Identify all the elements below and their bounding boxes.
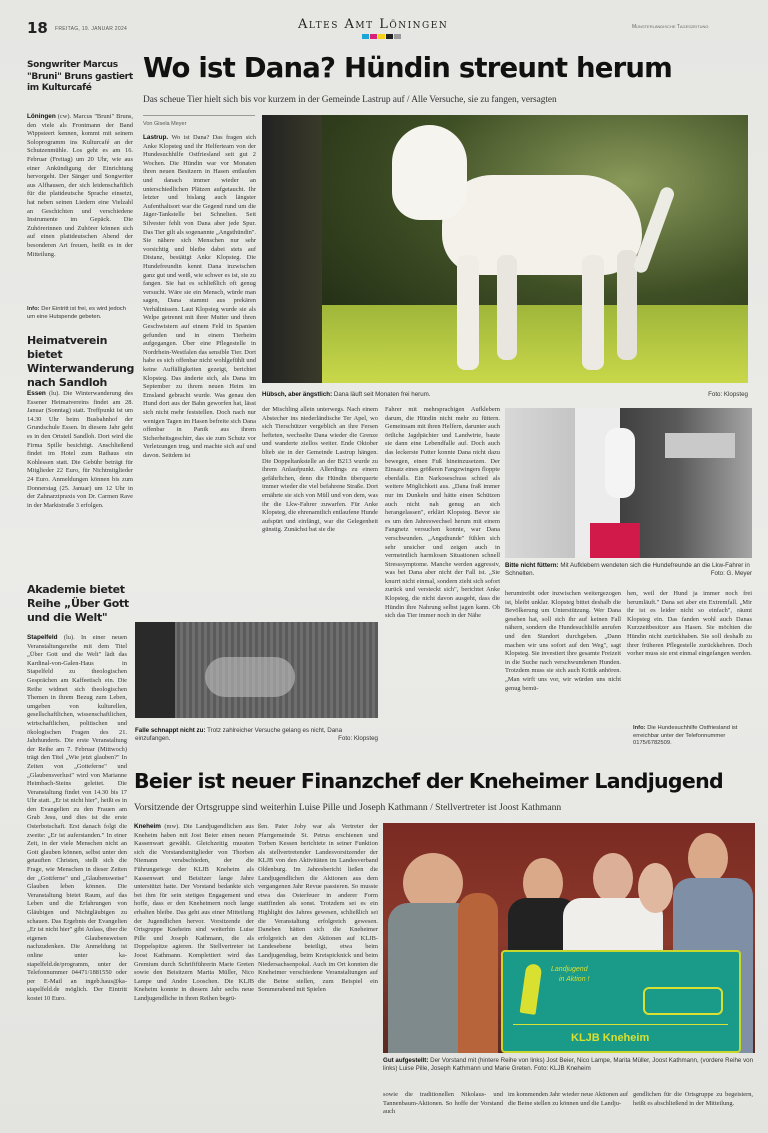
color-mark <box>362 34 369 39</box>
caption-lead: Gut aufgestellt: <box>383 1057 429 1064</box>
sidebar-info-songwriter <box>27 306 133 321</box>
caption-text: Mit Aufklebern wendeten sich die Hundefreunde an die Lkw-Fahrer in Schnelten. <box>505 562 750 577</box>
byline: Von Gisela Meyer <box>143 121 187 127</box>
info-label: Info: <box>633 725 646 731</box>
sidebar-headline-heimatverein: Heimatverein bietet Winterwanderung nach Sandloh <box>27 334 135 389</box>
article-text: gendlichen für die Ortsgruppe zu begeistern, heißt es abschließend in der Mitteilung. <box>633 1091 753 1107</box>
sign-figure-icon <box>520 963 543 1015</box>
group-photo <box>383 823 755 1053</box>
dog-photo-caption <box>262 391 748 399</box>
article-text: (lu). In einer neuen Veranstaltungsreihe mit dem Titel „Über Gott und die Welt" lädt das Kardinal-von-Galen-Haus in Stapelfeld zu theologischen Gesprächen am Kaffeetisch ein. Die Reihe widmet sich theologischen Themen in ihrem Bezug zum Leben, umgeben von kulturellen, gesellschaftlichen, wissenschaftlichen, wirtschaftlichen, politischen und ökologischen Fragen des 21. Jahrhunderts. Die erste Veranstaltung der Reihe am 7. Februar (Mittwoch) trägt den Titel „Wie jetzt glauben?" In Zeiten von „Gotteferne" und „Glaubensverlust" wird von Marianne Heimbach-Steins geleitet. Die Veranstaltung findet von 14.30 bis 17 Uhr statt. „Er ist nicht hier", heißt es in den Evangelien zu den Frauen am Grab Jesu, und dies ist die erste Osterbotschaft. Erst danach folgt die zweite: „Er ist auferstanden." In einer Zeit, in der viele Menschen nicht an Gott glauben können, selbst unter den getauften Christen, stellt sich die Frage, wie Menschen in dieser Zeiten der „Gottferne" und „Glaubensweise" Glauben leben können. Die Veranstaltung bietet Raum, auf das Leben und die Erfahrungen von Gläubigen und Nichtgläubigen zu schauen. Das Ergebnis der Evangelien „Er ist nicht hier" gibt Anlass, über die eigenen Glaubensweisen nachzudenken. Die Anmeldung ist online unter ka-stapelfeld.de/programm, unter der Telefonnummer 04471/1881550 oder per E-Mail an ingeb.haus@ka-stapelfeld.de möglich. Der Eintritt kostet 10 Euro. <box>27 634 127 1002</box>
page-number: 18 <box>27 19 48 37</box>
sign-text: in Aktion ! <box>559 976 590 983</box>
caption-text: Dana läuft seit Monaten frei herum. <box>333 391 431 398</box>
article-text: (cw). Marcus "Bruni" Bruns, den viele als Frontmann der Band Wippsteert kennen, kommt mit seinem Soloprogramm ins Kulturcafé an der Schutzenmühle. Los geht es am 16. Februar (Freitag) um 20 Uhr, wie aus einer Ankündigung der Einrichtung hervorgeht. Der Sänger und Songwriter aus Alfhausen, der sich leidenschaftlich für die plattdeutsche Sprache einsetzt, hat neben seinen Liedern eine Vielzahl an Geschichten und verschiedene Instrumente im Gepäck. Die Zuhörerinnen und Zuhörer können sich auf einen plattdeutschen Abend der besonderen Art freuen, heißt es in der Mitteilung. <box>27 113 133 258</box>
caption-text: Der Vorstand mit (hintere Reihe von links) Jost Beier, Nico Lampe, Marita Müller, Joost Kathmann, (vordere Reihe von links) Luise Pille, Joseph Kathmann und Marie Greten. <box>383 1057 754 1072</box>
color-marks <box>362 34 401 39</box>
article-text: (lu). Die Winterwanderung des Essener Heimatvereins findet am 28. Januar (Sonntag) statt. Treffpunkt ist um 14.30 Uhr beim Busbahnhof der Grundschule Essen. In diesem Jahr geht es in den Ortsteil Sandloh. Dort wird die Firma Spille besichtigt. Anschließend findet im Hotel zum Rathaus ein Kohlessen statt. Die Gebühr beträgt für Mitglieder 22 Euro, für Nichtmitglieder 24 Euro. Anmeldungen können bis zum Donnerstag (25. Januar) um 12 Uhr in der Zahnarztpraxis von Dr. Carmen Rave in der Marktstraße 3 erfolgen. <box>27 390 133 509</box>
info-label: Info: <box>27 306 40 312</box>
lead-column-3 <box>385 406 500 754</box>
sticker-photo <box>505 408 752 558</box>
color-mark <box>378 34 385 39</box>
lead-column-1 <box>143 134 256 616</box>
dateline: Löningen <box>27 113 56 120</box>
second-column-3 <box>383 1091 503 1133</box>
sidebar-headline-akademie: Akademie bietet Reihe „Über Gott und die Welt" <box>27 583 129 624</box>
article-text: (mw). Die Landjugendlichen aus Kneheim haben mit Jost Beier einen neuen Kassenwart gewählt. Gleichzeitig mussten sich die Vorstandsmitglieder von Thorben Niemann verabschieden, der die Führungsriege der KLJB Kneheim als Kassenwart und Beisitzer lange Jahre unterstützt hatte. Der Vorstand bedankte sich bei ihm für sein stetiges Engagement und hoffe, dass er den Kneheimern noch lange erhalten bleibe. Das geht aus einer Mitteilung der Jugendlichen hervor. Vorsitzende der Ortsgruppe Kneheim sind weiterhin Luise Pille und Joseph Kathmann, die als Doppelspitze agieren. Ihr Stellvertreter ist Joost Kathmann. Komplettiert wird das Gremium durch Schriftführerin Marie Greten sowie den Beisitzern Marita Müller, Nico Lampe und Andre Looschen. Die KLJB Kneheim konnte in diesem Jahr sechs neue Landjugendliche in ihren Reihen begrü- <box>134 823 254 1002</box>
second-column-2 <box>258 823 378 1133</box>
article-text: im kommenden Jahr wieder neue Aktionen auf die Beine stellen zu können und die Landju- <box>508 1091 628 1107</box>
photo-credit: Foto: Klopsteg <box>708 391 748 398</box>
second-headline: Beier ist neuer Finanzchef der Kneheimer Landjugend <box>134 769 723 793</box>
masthead: Münsterländische Tageszeitung <box>632 24 709 30</box>
photo-credit: Foto: KLJB Kneheim <box>534 1065 591 1072</box>
caption-text: Trotz zahlreicher Versuche gelang es nicht, Dana einzufangen. <box>135 727 343 742</box>
dog-photo <box>262 115 748 383</box>
second-column-1 <box>134 823 254 1133</box>
trap-photo-caption <box>135 727 378 743</box>
lead-column-5 <box>627 590 752 710</box>
article-text: hen, weil der Hund ja immer noch frei herumläuft." Dana sei aber ein Extremfall. „Mir ihr ist es leider nicht so einfach", räumt Klopsteg ein. Das fanden wohl auch Danas Kurzzeitbesitzer aus Hasen. Sie möchten die Hündin nicht zurückhaben. Sie soll deshalb zu ihrer früheren Pflegestelle zurückkehren. Doch vorher muss sie erst einmal eingefangen werden. <box>627 590 752 658</box>
sign-name: KLJB Kneheim <box>571 1032 650 1044</box>
dateline: Lastrup. <box>143 134 169 141</box>
trap-photo <box>135 622 378 718</box>
lead-column-2 <box>262 406 378 616</box>
color-mark <box>370 34 377 39</box>
sign-tractor-icon <box>643 987 723 1015</box>
photo-credit: Foto: G. Meyer <box>710 570 752 577</box>
section-title: Altes Amt Löningen <box>298 17 449 32</box>
issue-date: FREITAG, 19. JANUAR 2024 <box>55 26 128 32</box>
second-subheadline: Vorsitzende der Ortsgruppe sind weiterhin Luise Pille und Joseph Kathmann / Stellvertreter ist Joost Kathmann <box>134 802 562 813</box>
article-text: der Mischling allein unterwegs. Nach einem Abstecher ins niederländische Ter Apel, wo sich Tierschützer vergeblich an ihre Fersen hefteten, wechselte Dana wieder die Grenze und wanderte ziellos weiter. Ende Oktober blieb sie in der Gemeinde Lastrup hängen. Die Doppeltankstelle an der B213 wurde zu ihrem Anlaufpunkt. Allerdings zu einem gefährlichen, denn die Hündin überquerte immer wieder die viel befahrene Straße. Dort ernährte sie sich von Müll und von dem, was ihr die Lkw-Fahrer zuwarfen. Für Anke Klopsteg, die ehrenamtlich entlaufene Hunde aufspürt und einfängt, war die Gelegenheit günstig. Zunächst bat sie die <box>262 406 378 534</box>
divider <box>143 115 255 116</box>
photo-credit: Foto: Klopsteg <box>338 735 378 742</box>
sidebar-headline-songwriter: Songwriter Marcus "Bruni" Bruns gastiert im Kulturcafé <box>27 60 133 93</box>
lead-subheadline: Das scheue Tier hielt sich bis vor kurzem in der Gemeinde Lastrup auf / Alle Versuche, sie zu fangen, versagten <box>143 95 557 105</box>
lead-column-4 <box>505 590 621 755</box>
lead-headline: Wo ist Dana? Hündin streunt herum <box>143 52 673 84</box>
info-text: Der Eintritt ist frei, es wird jedoch um eine Hutspende gebeten. <box>27 306 126 320</box>
lead-info <box>633 725 751 748</box>
kljb-sign <box>501 950 741 1053</box>
second-column-4 <box>508 1091 628 1133</box>
group-photo-caption <box>383 1057 755 1073</box>
second-column-5 <box>633 1091 753 1133</box>
sign-text: Landjugend <box>551 966 588 973</box>
caption-lead: Falle schnappt nicht zu: <box>135 727 206 734</box>
article-text: Fahrer mit mehrsprachigen Aufklebern darum, die Hündin nicht mehr zu füttern. Gemeinsam mit ihren Helfern, darunter auch örtliche Jagdpächter und Landwirte, baute sie dann eine Lebendfalle auf. Doch auch das leckerste Futter konnte Dana nicht dazu bewegen, einen Fuß hineinzusetzen. Der Einsatz eines größeren Fangzwingers floppte ebenfalls. Ein Narkoseschuss schied als weitere Möglichkeit aus. „Dana fraß immer nur im Dunkeln und hätte einen Schützen auch nicht nah genug an sich herangelassen", erklärt Klopsteg. Bevor sie es um den Jahreswechsel herum mit einem Fangnetz versuchen konnte, war Dana verschwunden. „Angsthunde" fühlen sich sehr unsicher und zeigen auch in vermeintlich harmlosen Situationen schnell Stresssymptome. Manche werden aggressiv, was bei Dana aber nicht der Fall ist. „Sie knurrt nicht einmal, sondern zieht sich sofort zurück und versteckt sich", berichtet Anke Klopsteg, die nicht davon ausgeht, dass die Hündin ihre Nahrung selbst jagen kann. Ob sich das Tier immer noch in der Nähe <box>385 406 500 620</box>
article-text: Wo ist Dana? Das fragen sich Anke Klopsteg und ihr Helferteam von der Hundesuchhilfe Ostfriesland seit gut 2 Wochen. Die Hündin war vor Monaten ihren neuen Besitzern in Hasen entlaufen und danach immer wieder an unterschiedlichen Plätzen aufgetaucht. Ihr letzter und bislang auch längster Aufenthaltsort war die Gegend rund um die Jäger-Tankstelle bei Schnelten. Seit Silvester fehlt von Dana aber jede Spur. Das Tier gilt als sogenannte „Angsthündin". Sie nähere sich Menschen nur sehr vorsichtig und bleibe dabei stets auf Distanz, bestätigt Anke Klopsteg. Die Hundefreundin kennt Dana inzwischen ganz gut und weiß, wie schwer es ist, sie zu fangen. Sie hat es schließlich oft genug versucht. Wäre sie ein Mensch, würde man sagen, Dana stammt aus prekären Verhältnissen. Laut Klopsteg wurde sie als Welpe getrennt mit ihrer Mutter und ihren Geschwistern auf einem Feld in Spanien gefunden und in einem Tierheim aufgegangen. Über eine Pflegestelle in Nordrhein-Westfalen das sensible Tier. Dort habe es sich offenbar nicht wohlgefühlt und keine Auffälligkeiten gezeigt, berichtet Klopsteg. Das änderte sich, als Dana im September zu ihrem neuen Heim im Emsland gebracht wurde. Was genau den Hund dort aus der Bahn geworfen hat, lässt sich nicht mehr feststellen. Doch nach nur wenigen Tagen im Hasen befreite sich Dana offenbar in Panik aus ihrem Sicherheitsgeschirr, das sie zum Schutz vor Verletzungen trug, und machte sich auf und davon. Seitdem ist <box>143 134 256 459</box>
sidebar-body-akademie <box>27 634 127 1133</box>
sticker-photo-caption <box>505 562 752 578</box>
caption-lead: Bitte nicht füttern: <box>505 562 559 569</box>
dateline: Stapelfeld <box>27 634 58 641</box>
info-text: Die Hundesuchhilfe Ostfriesland ist erreichbar unter der Telefonnummer 0175/6782509. <box>633 725 738 746</box>
article-text: herumtreibt oder inzwischen weitergezogen ist, bleibt unklar. Klopsteg bittet deshalb die Bevölkerung um Unterstützung. Wer Dana gesehen hat, soll sich ihr auf keinen Fall nähern, sondern die Hundesuchhilfe anrufen und den Standort durchgeben. „Dann machen wir uns sofort auf den Weg", sagt Klopsteg. Sie investiert ihre gesamte Freizeit in die Suche nach verschwundenen Hunden. Trotzdem muss sie sich auch Kritik anhören. „Man wirft uns vor, wir würden uns nicht genug bemü- <box>505 590 621 692</box>
sidebar-body-heimatverein <box>27 390 133 570</box>
article-text: ßen. Pater Joby war als Vertreter der Pfarrgemeinde St. Petrus erschienen und Torben Kessen berichtete in seiner Funktion als stellvertretender Landesvorsitzender der KLJB von den Aktivitäten im Landesverband Oldenburg. Im Jahresbericht ließen die Landjugendlichen die Aktionen aus dem vergangenen Jahr Revue passieren. So musste etwa das Osterfeuer in anderer Form stattfinden als sonst. Trotzdem sei es ein Highlight des Jahres gewesen, schließlich sei die Veranstaltung erfolgreich gewesen. Daneben hätten sich die Kneheimer erfolgreich an den Aktionen auf KLJB-Landesebene beteiligt, etwa beim Landjugendtag, beim Kreispicknick und beim Niedersachsenpokal. Auch im Ort konnten die Kneheimer verschiedene Veranstaltungen auf die Beine stellen, zum Beispiel ein Sommerabend mit Spielen <box>258 823 378 994</box>
dateline: Essen <box>27 390 46 397</box>
sidebar-body-songwriter <box>27 113 133 301</box>
caption-lead: Hübsch, aber ängstlich: <box>262 391 333 398</box>
dateline: Kneheim <box>134 823 161 830</box>
color-mark <box>394 34 401 39</box>
article-text: sowie die traditionellen Nikolaus- und Tannenbaum-Aktionen. So hoffe der Vorstand auch <box>383 1091 503 1116</box>
color-mark <box>386 34 393 39</box>
